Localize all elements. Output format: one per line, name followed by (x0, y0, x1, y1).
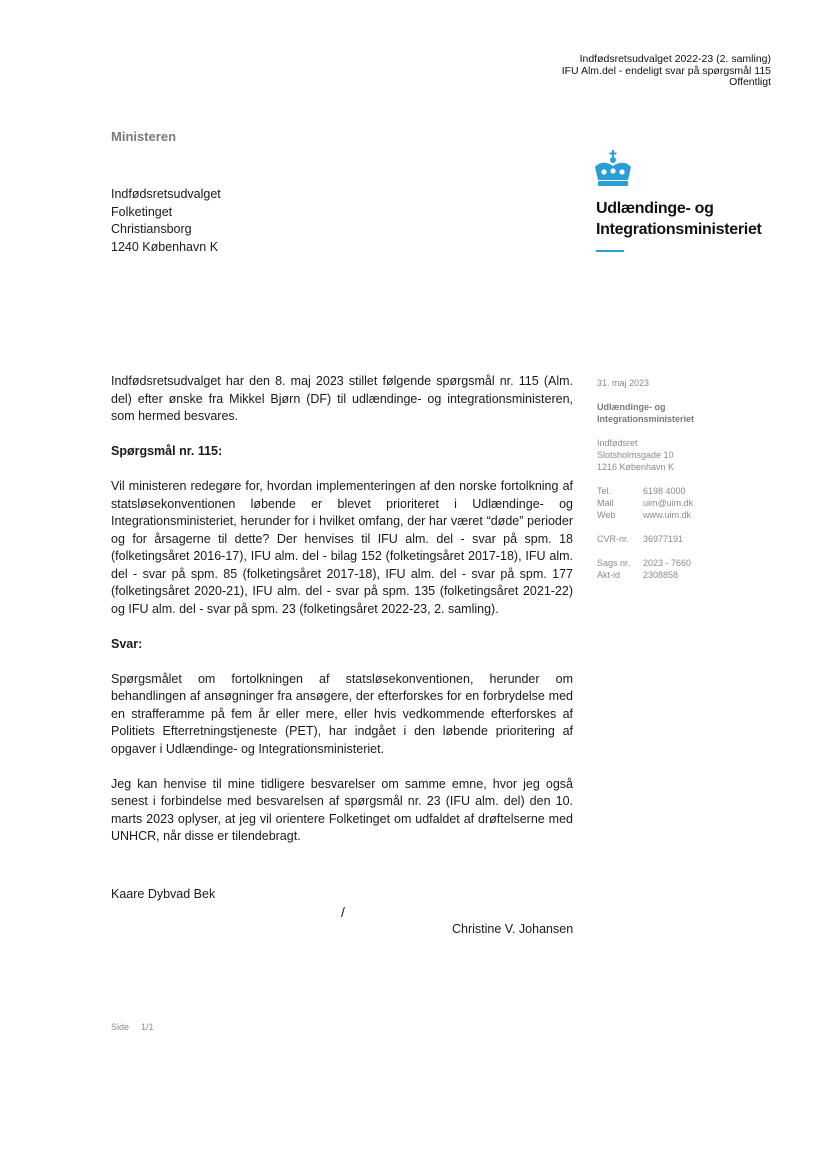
recipient-line: Christiansborg (111, 222, 192, 236)
cosigner-name: Christine V. Johansen (452, 922, 574, 936)
page-value: 1/1 (141, 1022, 154, 1032)
org-name: Integrationsministeriet (597, 414, 695, 424)
recipient-line: Indfødsretsudvalget (111, 187, 221, 201)
logo-divider (596, 250, 624, 252)
crown-icon (590, 150, 636, 190)
page-number (111, 1022, 154, 1032)
answer-paragraph: Jeg kan henvise til mine tidligere besvarelser om samme emne, hvor jeg også senest i forbindelse med besvarelsen af spørgsmål nr. 23 (IFU alm. del) den 10. marts 2023 oplyser, at jeg vil orientere Folketinget om udfaldet af drøftelserne med UNHCR, når disse er tilendebragt. (111, 776, 573, 843)
intro-paragraph: Indfødsretsudvalget har den 8. maj 2023 stillet følgende spørgsmål nr. 115 (Alm. del) efter ønske fra Mikkel Bjørn (DF) til udlændinge- og integrationsministeren, som hermed besvares. (111, 374, 573, 423)
logo-line: Udlændinge- og (596, 200, 714, 217)
signer-name: Kaare Dybvad Bek (111, 887, 216, 901)
header-reference: IFU Alm.del - endeligt svar på spørgsmål 115 (561, 64, 771, 77)
recipient-line: Folketinget (111, 204, 173, 219)
document-header (562, 54, 771, 89)
question-paragraph: Vil ministeren redegøre for, hvordan implementeringen af den norske fortolkning af statsløsekonventionen løbende er blevet prioriteret i Udlændinge- og Integrationsministeriet, herunder for i hvilket omfang, der har været “døde” perioder og for årsagerne til dette? Der henvises til IFU alm. del - svar på spm. 18 (folketingsåret 2016-17), IFU alm. del - bilag 152 (folketingsåret 2017-18), IFU alm. del - svar på spm. 85 (folketingsåret 2017-18), IFU alm. del - svar på spm. 177 (folketingsåret 2020-21), IFU alm. del - svar på spm. 135 (folketingsåret 2021-22) og IFU alm. del - svar på spm. 23 (folketingsåret 2022-23, 2. samling). (111, 479, 573, 616)
page-label: Side (111, 1022, 130, 1032)
header-status: Offentligt (729, 76, 771, 88)
web-label: Web (597, 510, 616, 520)
recipient-address (111, 186, 221, 256)
document-id-label: Akt-id (597, 570, 621, 580)
web-value: www.uim.dk (643, 510, 692, 520)
address-line: 1216 København K (597, 462, 675, 472)
letter-body (111, 373, 573, 846)
document-id-value: 2308858 (643, 570, 679, 580)
letter-date: 31. maj 2023 (597, 378, 650, 388)
address-line: Slotsholmsgade 10 (597, 450, 674, 460)
org-name: Udlændinge- og (597, 402, 666, 412)
cvr-label: CVR-nr. (597, 534, 630, 544)
recipient-line: 1240 København K (111, 239, 219, 254)
case-number-label: Sags nr. (597, 558, 631, 568)
signature-separator: / (341, 904, 345, 920)
question-heading: Spørgsmål nr. 115: (111, 444, 223, 458)
answer-heading: Svar: (111, 636, 143, 651)
tel-label: Tel. (597, 486, 612, 496)
cvr-value: 36977191 (643, 534, 684, 544)
header-committee: Indfødsretsudvalget 2022-23 (2. samling) (579, 53, 771, 65)
tel-value: 6198 4000 (643, 486, 686, 496)
answer-paragraph: Spørgsmålet om fortolkningen af statsløsekonventionen, herunder om behandlingen af ansøgninger fra ansøgere, der efterforskes for en forbrydelse med en strafferamme på fem år eller mere, eller hvis vedkommende efterforskes af Politiets Efterretningstjeneste (PET), har indgået i den løbende prioritering af opgaver i Udlændinge- og Integrationsministeriet. (111, 671, 573, 756)
logo-line: Integrationsministeriet (596, 221, 762, 238)
ministry-logo-text (596, 198, 762, 240)
mail-value: uim@uim.dk (643, 498, 694, 508)
sidebar-info (597, 377, 717, 593)
department: Indfødsret (597, 438, 638, 448)
mail-label: Mail (597, 498, 614, 508)
minister-label: Ministeren (111, 129, 177, 144)
case-number-value: 2023 - 7660 (643, 558, 692, 568)
